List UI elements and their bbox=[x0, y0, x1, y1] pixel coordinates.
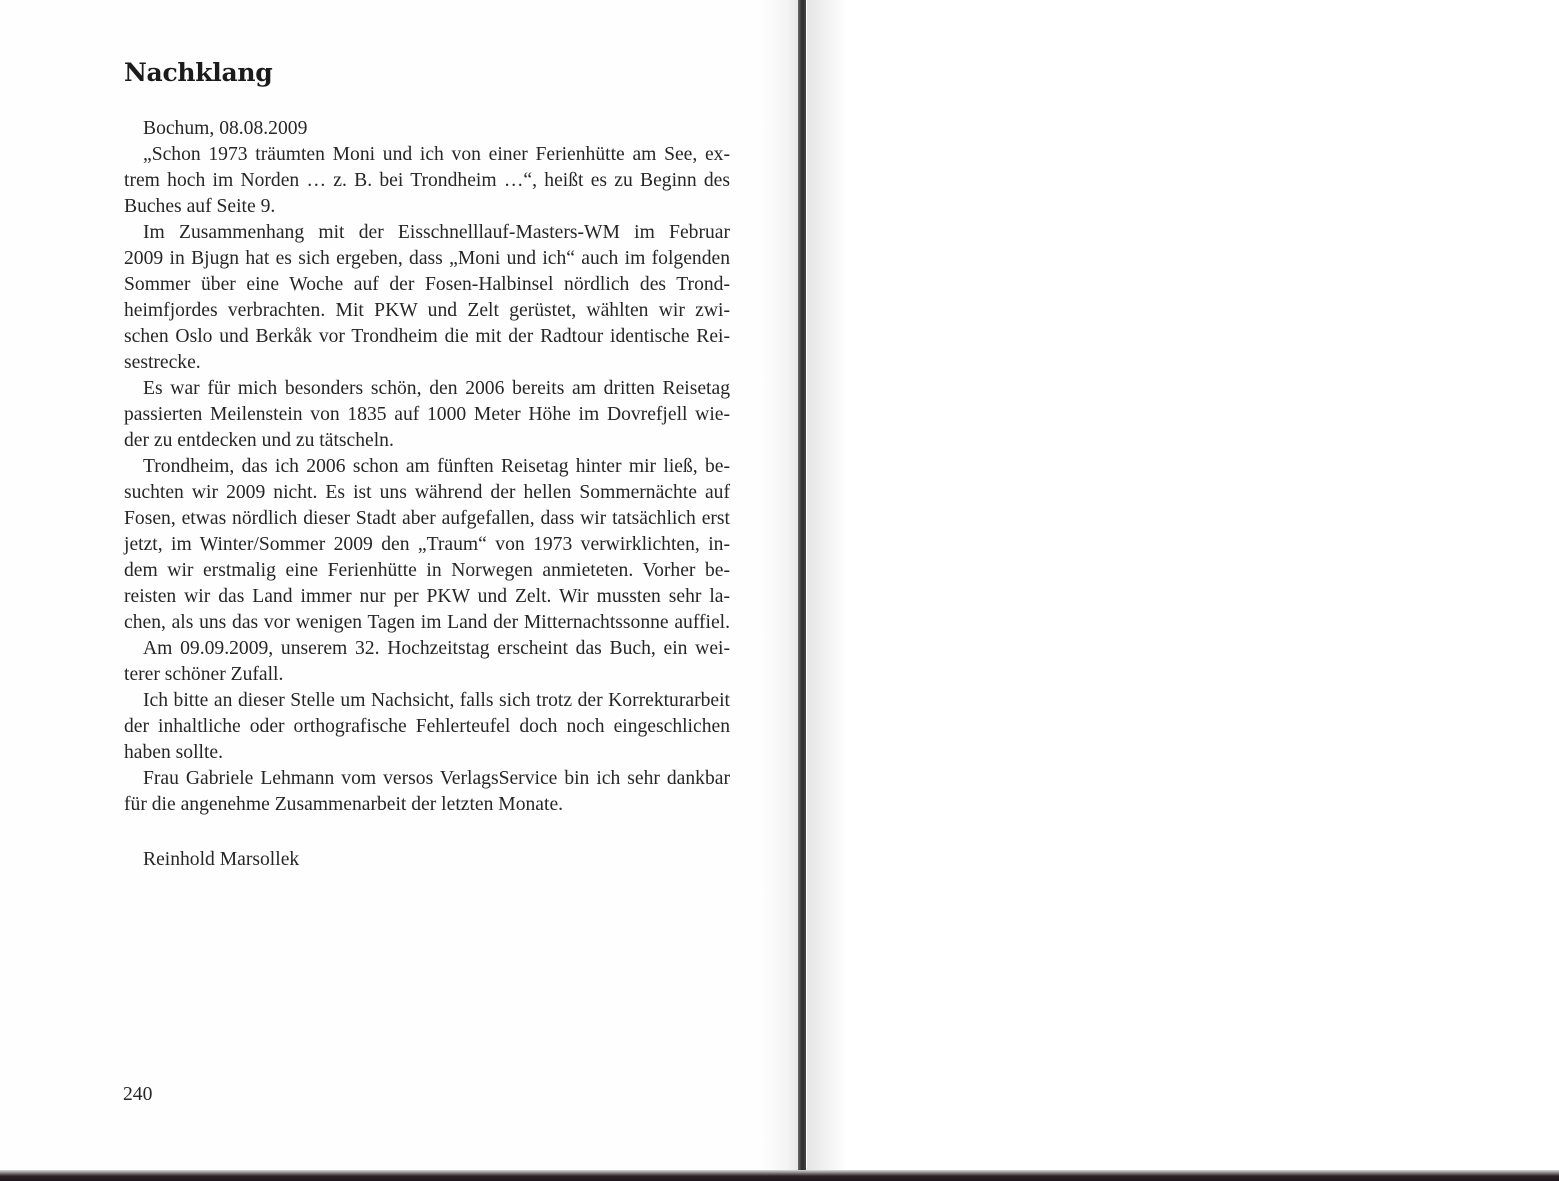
text-line: passierten Meilenstein von 1835 auf 1000 Meter Höhe im Dovrefjell wie- bbox=[124, 404, 730, 425]
text-line: haben sollte. bbox=[124, 742, 224, 763]
text-line: „Schon 1973 träumten Moni und ich von einer Ferienhütte am See, ex- bbox=[143, 144, 730, 165]
page-body bbox=[124, 116, 730, 818]
text-line: Im Zusammenhang mit der Eisschnelllauf-Masters-WM im Februar bbox=[143, 222, 730, 243]
text-line: Es war für mich besonders schön, den 2006 bereits am dritten Reisetag bbox=[143, 378, 730, 399]
text-line: schen Oslo und Berkåk vor Trondheim die mit der Radtour identische Rei- bbox=[124, 326, 730, 347]
signature: Reinhold Marsollek bbox=[143, 849, 300, 870]
text-line: Am 09.09.2009, unserem 32. Hochzeitstag erscheint das Buch, ein wei- bbox=[143, 638, 730, 659]
text-line: für die angenehme Zusammenarbeit der letzten Monate. bbox=[124, 794, 564, 815]
right-page-blank bbox=[806, 0, 1559, 1181]
text-line: Sommer über eine Woche auf der Fosen-Halbinsel nördlich des Trond- bbox=[124, 274, 730, 295]
text-line: 2009 in Bjugn hat es sich ergeben, dass „Moni und ich“ auch im folgenden bbox=[124, 248, 730, 269]
text-line: Bochum, 08.08.2009 bbox=[143, 118, 308, 139]
text-line: jetzt, im Winter/Sommer 2009 den „Traum“ von 1973 verwirklichten, in- bbox=[124, 534, 730, 555]
text-line: suchten wir 2009 nicht. Es ist uns während der hellen Sommernächte auf bbox=[124, 482, 730, 503]
page-number: 240 bbox=[123, 1084, 153, 1105]
text-line: der inhaltliche oder orthografische Fehlerteufel doch noch eingeschlichen bbox=[124, 716, 730, 737]
text-line: sestrecke. bbox=[124, 352, 201, 373]
text-line: dem wir erstmalig eine Ferienhütte in Norwegen anmieteten. Vorher be- bbox=[124, 560, 730, 581]
gutter-shadow-right bbox=[807, 0, 847, 1181]
text-line: der zu entdecken und zu tätscheln. bbox=[124, 430, 394, 451]
text-line: Fosen, etwas nördlich dieser Stadt aber aufgefallen, dass wir tatsächlich erst bbox=[124, 508, 730, 529]
text-line: Frau Gabriele Lehmann vom versos VerlagsService bin ich sehr dankbar bbox=[143, 768, 730, 789]
text-line: terer schöner Zufall. bbox=[124, 664, 284, 685]
text-line: Trondheim, das ich 2006 schon am fünften Reisetag hinter mir ließ, be- bbox=[143, 456, 730, 477]
page-title: Nachklang bbox=[124, 58, 273, 87]
text-line: reisten wir das Land immer nur per PKW und Zelt. Wir mussten sehr la- bbox=[124, 586, 730, 607]
text-line: trem hoch im Norden … z. B. bei Trondheim …“, heißt es zu Beginn des bbox=[124, 170, 730, 191]
text-line: Ich bitte an dieser Stelle um Nachsicht, falls sich trotz der Korrekturarbeit bbox=[143, 690, 730, 711]
text-line: chen, als uns das vor wenigen Tagen im Land der Mitternachtssonne auffiel. bbox=[124, 612, 730, 633]
text-line: heimfjordes verbrachten. Mit PKW und Zelt gerüstet, wählten wir zwi- bbox=[124, 300, 730, 321]
bottom-edge bbox=[0, 1170, 1559, 1181]
text-line: Buches auf Seite 9. bbox=[124, 196, 276, 217]
